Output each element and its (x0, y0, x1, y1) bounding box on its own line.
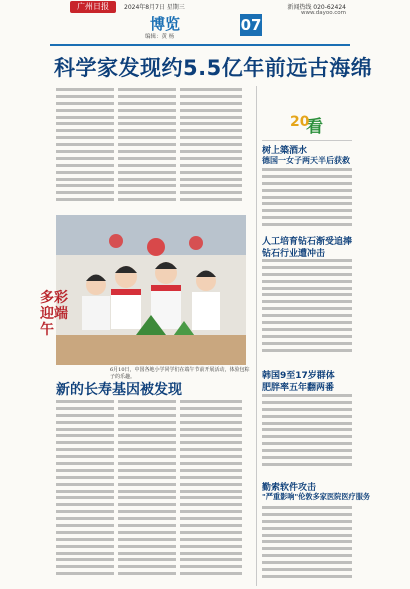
item1-subtitle: 德国一女子两天半后获救 (262, 156, 350, 165)
news-hotline: 新闻热线 020-62424 (287, 4, 346, 11)
item4-subtitle: "严重影响"伦敦多家医院医疗服务 (262, 492, 371, 501)
photo-caption: 6月10日，中国各地小学同学们在端午节前开展活动，体验包粽子的乐趣。 (110, 367, 250, 380)
dragon-boat-festival-photo (56, 215, 246, 365)
item3-body (262, 394, 352, 474)
main-article-col-3 (180, 88, 242, 208)
item4-body (262, 506, 352, 584)
page-number: 07 (240, 16, 262, 34)
photo-illustration (56, 215, 246, 365)
longevity-article-col-1 (56, 400, 114, 582)
item3-title: 韩国9至17岁群体 (262, 371, 335, 381)
main-article-col-2 (118, 88, 176, 208)
website: www.dayoo.com (301, 10, 346, 16)
main-headline: 科学家发现约5.5亿年前远古海绵 (54, 56, 373, 80)
main-article-col-1 (56, 88, 114, 208)
item2-title: 人工培育钻石渐受追捧 (262, 237, 353, 247)
section-editor: 编辑：黄 杨 (145, 34, 175, 40)
issue-date: 2024年8月7日 星期三 (124, 4, 185, 11)
item4-title: 勤索软件攻击 (262, 483, 317, 493)
header-rule (50, 44, 350, 46)
kan-label: 看 (306, 117, 323, 137)
longevity-gene-headline: 新的长寿基因被发现 (56, 382, 182, 398)
right-divider-1 (262, 140, 352, 141)
longevity-article-col-3 (180, 400, 242, 582)
longevity-article-col-2 (118, 400, 176, 582)
item1-title: 树上築酒水 (262, 146, 308, 156)
item2-subtitle: 钻石行业遭冲击 (262, 249, 326, 259)
masthead-logo: 广州日报 (70, 1, 116, 13)
item2-body (262, 259, 352, 359)
photo-title: 多彩迎端午 (40, 290, 68, 338)
section-title: 博览 (150, 15, 181, 33)
item3-subtitle: 肥胖率五年翻两番 (262, 383, 335, 393)
item1-body (262, 168, 352, 230)
kan-number: 20 (290, 114, 310, 130)
column-divider (256, 86, 257, 586)
kan-banner (266, 108, 352, 136)
